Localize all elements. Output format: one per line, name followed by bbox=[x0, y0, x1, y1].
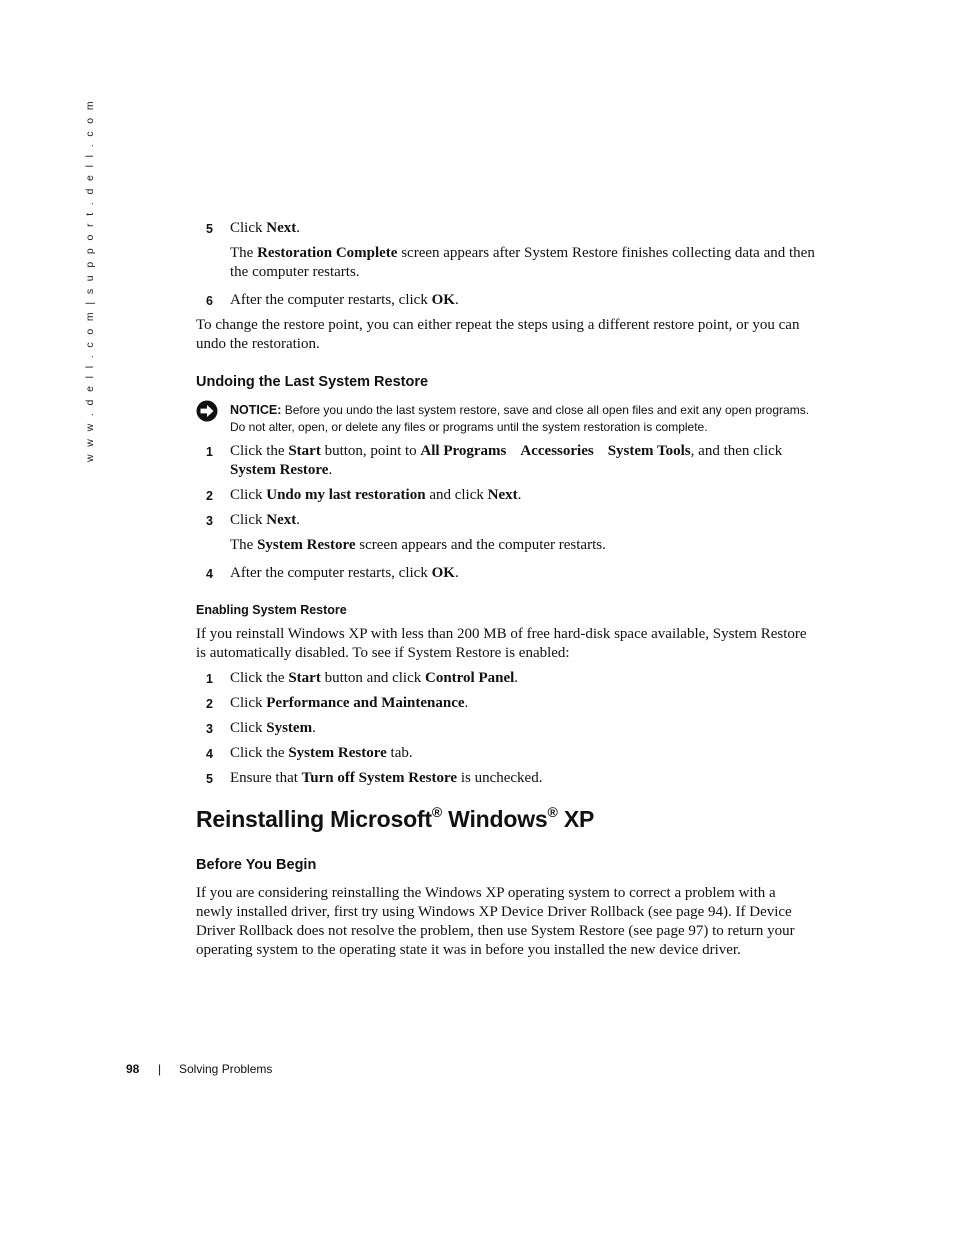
undo-step-3-detail: The System Restore screen appears and the computer restarts. bbox=[230, 537, 606, 553]
step-number: 6 bbox=[206, 294, 213, 308]
before-you-begin-heading: Before You Begin bbox=[196, 857, 317, 873]
undo-step-1: Click the Start button, point to All Programs Accessories System Tools, and then click System Restore. bbox=[230, 443, 783, 478]
footer-separator: | bbox=[158, 1062, 162, 1076]
reinstall-paragraph: If you are considering reinstalling the Windows XP operating system to correct a problem with a newly installed driver, first try using Windows XP Device Driver Rollback (see page 94). If Device Driver Rollback does not resolve the problem, then use System Restore (see page 97) to return your operating system to the operating state it was in before you installed the new device driver. bbox=[196, 885, 795, 958]
step-number: 2 bbox=[206, 697, 213, 711]
step-number: 1 bbox=[206, 445, 213, 459]
enable-step-4: Click the System Restore tab. bbox=[230, 745, 413, 761]
undo-step-3: Click Next. bbox=[230, 512, 300, 528]
restore-paragraph: To change the restore point, you can either repeat the steps using a different restore point, or you can undo the restoration. bbox=[196, 317, 800, 352]
undo-step-2: Click Undo my last restoration and click Next. bbox=[230, 487, 522, 503]
undo-step-4: After the computer restarts, click OK. bbox=[230, 565, 459, 581]
step-number: 5 bbox=[206, 772, 213, 786]
step-number: 3 bbox=[206, 514, 213, 528]
step-5-detail: The Restoration Complete screen appears after System Restore finishes collecting data and then the computer restarts. bbox=[230, 245, 815, 280]
enable-heading: Enabling System Restore bbox=[196, 603, 347, 617]
step-number: 2 bbox=[206, 489, 213, 503]
step-number: 4 bbox=[206, 567, 213, 581]
enable-step-5: Ensure that Turn off System Restore is unchecked. bbox=[230, 770, 543, 786]
enable-step-2: Click Performance and Maintenance. bbox=[230, 695, 469, 711]
enable-step-3: Click System. bbox=[230, 720, 316, 736]
enable-step-1: Click the Start button and click Control Panel. bbox=[230, 670, 519, 686]
page-number: 98 bbox=[126, 1062, 140, 1076]
step-number: 5 bbox=[206, 222, 213, 236]
reinstall-heading: Reinstalling Microsoft® Windows® XP bbox=[196, 804, 595, 832]
enable-paragraph: If you reinstall Windows XP with less than 200 MB of free hard-disk space available, System Restore is automatically disabled. To see if System Restore is enabled: bbox=[196, 626, 807, 661]
page-footer bbox=[126, 1062, 273, 1076]
notice-arrow-icon bbox=[196, 400, 218, 422]
step-number: 4 bbox=[206, 747, 213, 761]
step-6: After the computer restarts, click OK. bbox=[230, 292, 459, 308]
section-name: Solving Problems bbox=[179, 1062, 273, 1076]
notice-text: NOTICE: Before you undo the last system restore, save and close all open files and exit any open programs. Do not alter, open, or delete any files or programs until the system restoration is complete. bbox=[230, 403, 810, 434]
undo-heading: Undoing the Last System Restore bbox=[196, 374, 429, 390]
side-url: w w w . d e l l . c o m | s u p p o r t . d e l l . c o m bbox=[84, 98, 96, 462]
step-5: Click Next. bbox=[230, 220, 300, 236]
step-number: 1 bbox=[206, 672, 213, 686]
step-number: 3 bbox=[206, 722, 213, 736]
